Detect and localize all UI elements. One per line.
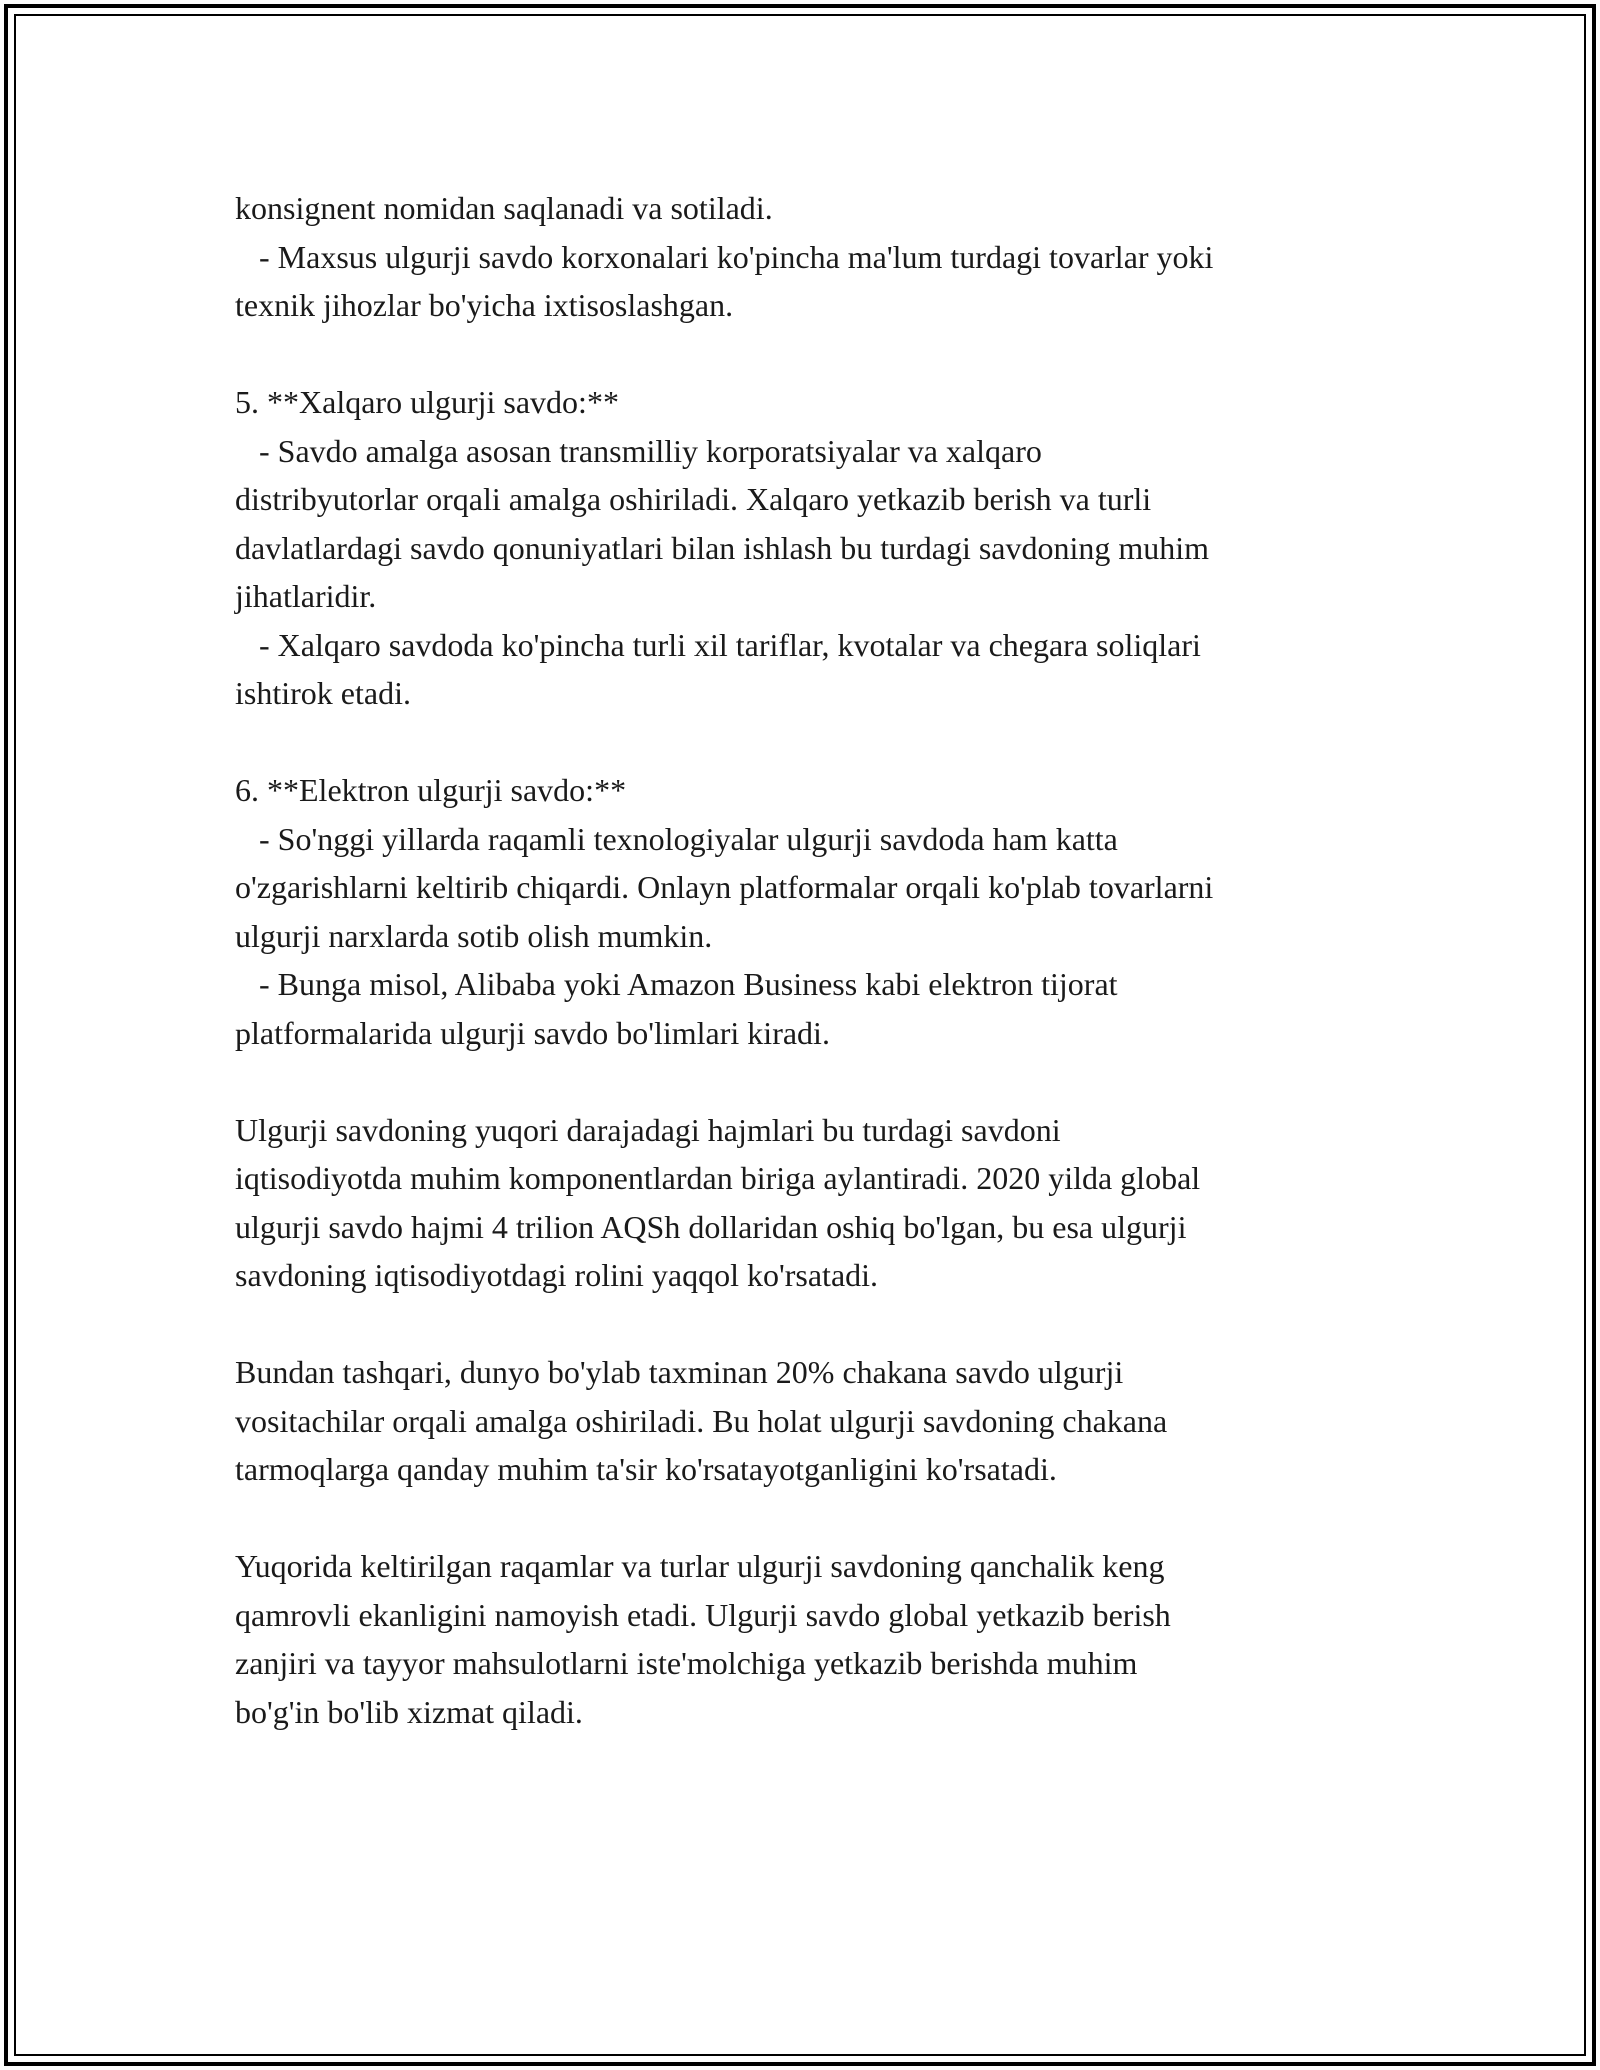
text-line: tarmoqlarga qanday muhim ta'sir ko'rsatayotganligini ko'rsatadi. bbox=[235, 1451, 1057, 1487]
text-line: Ulgurji savdoning yuqori darajadagi hajmlari bu turdagi savdoni bbox=[235, 1111, 1061, 1148]
text-line: platformalarida ulgurji savdo bo'limlari kiradi. bbox=[235, 1014, 830, 1051]
text-line: - Bunga misol, Alibaba yoki Amazon Business kabi elektron tijorat bbox=[235, 966, 1118, 1002]
text-line: ulgurji narxlarda sotib olish mumkin. bbox=[235, 917, 713, 954]
section-heading: 5. **Xalqaro ulgurji savdo:** bbox=[235, 384, 619, 420]
section-heading: 6. **Elektron ulgurji savdo:** bbox=[235, 772, 627, 808]
text-line: savdoning iqtisodiyotdagi rolini yaqqol ko'rsatadi. bbox=[235, 1257, 879, 1293]
document-body bbox=[235, 184, 1375, 1736]
text-line: - So'nggi yillarda raqamli texnologiyalar ulgurji savdoda ham katta bbox=[235, 820, 1118, 857]
text-line: vositachilar orqali amalga oshiriladi. Bu holat ulgurji savdoning chakana bbox=[235, 1402, 1168, 1439]
paragraph-gap bbox=[235, 330, 1375, 379]
paragraph-gap bbox=[235, 1494, 1375, 1543]
paragraph-gap bbox=[235, 1300, 1375, 1349]
text-line: zanjiri va tayyor mahsulotlarni iste'molchiga yetkazib berishda muhim bbox=[235, 1645, 1138, 1681]
text-line: o'zgarishlarni keltirib chiqardi. Onlayn platformalar orqali ko'plab tovarlarni bbox=[235, 869, 1214, 905]
text-line: Yuqorida keltirilgan raqamlar va turlar ulgurji savdoning qanchalik keng bbox=[235, 1548, 1165, 1584]
text-line: bo'g'in bo'lib xizmat qiladi. bbox=[235, 1693, 583, 1730]
text-line: ishtirok etadi. bbox=[235, 675, 411, 711]
text-line: jihatlaridir. bbox=[235, 578, 377, 614]
text-line: iqtisodiyotda muhim komponentlardan biriga aylantiradi. 2020 yilda global bbox=[235, 1160, 1201, 1196]
text-line: qamrovli ekanligini namoyish etadi. Ulgurji savdo global yetkazib berish bbox=[235, 1596, 1171, 1633]
text-line: - Maxsus ulgurji savdo korxonalari ko'pincha ma'lum turdagi tovarlar yoki bbox=[235, 238, 1214, 275]
paragraph-gap bbox=[235, 718, 1375, 767]
text-line: konsignent nomidan saqlanadi va sotiladi. bbox=[235, 190, 773, 226]
text-line: texnik jihozlar bo'yicha ixtisoslashgan. bbox=[235, 287, 734, 323]
text-line: - Savdo amalga asosan transmilliy korporatsiyalar va xalqaro bbox=[235, 432, 1042, 469]
text-line: distribyutorlar orqali amalga oshiriladi. Xalqaro yetkazib berish va turli bbox=[235, 481, 1152, 517]
text-line: - Xalqaro savdoda ko'pincha turli xil tariflar, kvotalar va chegara soliqlari bbox=[235, 626, 1201, 663]
text-line: ulgurji savdo hajmi 4 trilion AQSh dollaridan oshiq bo'lgan, bu esa ulgurji bbox=[235, 1208, 1187, 1245]
paragraph-gap bbox=[235, 1057, 1375, 1106]
text-line: Bundan tashqari, dunyo bo'ylab taxminan 20% chakana savdo ulgurji bbox=[235, 1354, 1124, 1390]
text-line: davlatlardagi savdo qonuniyatlari bilan ishlash bu turdagi savdoning muhim bbox=[235, 529, 1210, 566]
